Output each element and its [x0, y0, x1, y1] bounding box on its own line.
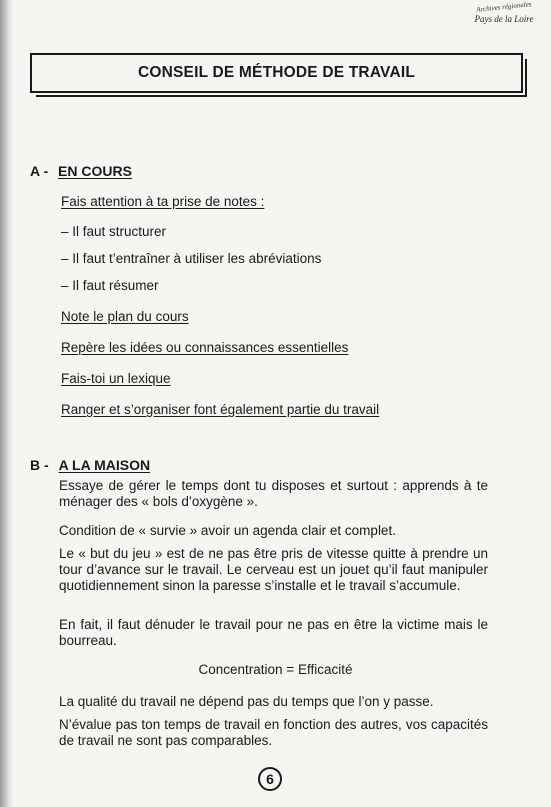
section-a-label: EN COURS	[58, 163, 132, 179]
notes-heading: Fais attention à ta prise de notes :	[61, 194, 265, 209]
tip-item: Note le plan du cours	[61, 309, 189, 324]
section-b-label: A LA MAISON	[58, 457, 151, 473]
tip-item: Repère les idées ou connaissances essentielles	[61, 340, 349, 355]
notes-item: – Il faut t’entraîner à utiliser les abréviations	[61, 251, 322, 266]
closing-paragraph: La qualité du travail ne dépend pas du temps que l’on y passe.	[59, 694, 434, 709]
section-b-heading	[30, 457, 150, 473]
paragraph: Le « but du jeu » est de ne pas être pris de vitesse quitte à prendre un tour d’avance sur le travail. Le cerveau est un jouet qu’il faut manipuler quotidiennement sinon la paresse s’installe et le travail s’accumule.	[59, 546, 488, 593]
tip-item: Ranger et s’organiser font également partie du travail	[61, 402, 380, 417]
notes-item: – Il faut résumer	[61, 278, 159, 293]
stamp-arc-text: Archives régionales	[475, 0, 532, 14]
paragraph: Condition de « survie » avoir un agenda clair et complet.	[59, 523, 396, 538]
page-title: CONSEIL DE MÉTHODE DE TRAVAIL	[137, 64, 416, 81]
paragraph: En fait, il faut dénuder le travail pour ne pas en être la victime mais le bourreau.	[59, 617, 488, 648]
tip-item: Fais-toi un lexique	[61, 371, 171, 386]
archives-stamp	[462, 0, 546, 34]
notes-item: – Il faut structurer	[61, 224, 167, 239]
page-number: 6	[258, 767, 282, 791]
title-box	[30, 53, 523, 93]
page-edge-shadow	[0, 0, 14, 807]
stamp-name: Pays de la Loire	[474, 14, 534, 24]
section-a-heading	[30, 163, 132, 179]
section-b-letter: B -	[30, 457, 49, 473]
concentration-equation: Concentration = Efficacité	[198, 662, 353, 677]
paragraph: Essaye de gérer le temps dont tu disposes et surtout : apprends à te ménager des « bols d’oxygène ».	[59, 478, 488, 509]
section-a-letter: A -	[30, 163, 49, 179]
closing-paragraph: N’évalue pas ton temps de travail en fonction des autres, vos capacités de travail ne sont pas comparables.	[59, 717, 488, 748]
